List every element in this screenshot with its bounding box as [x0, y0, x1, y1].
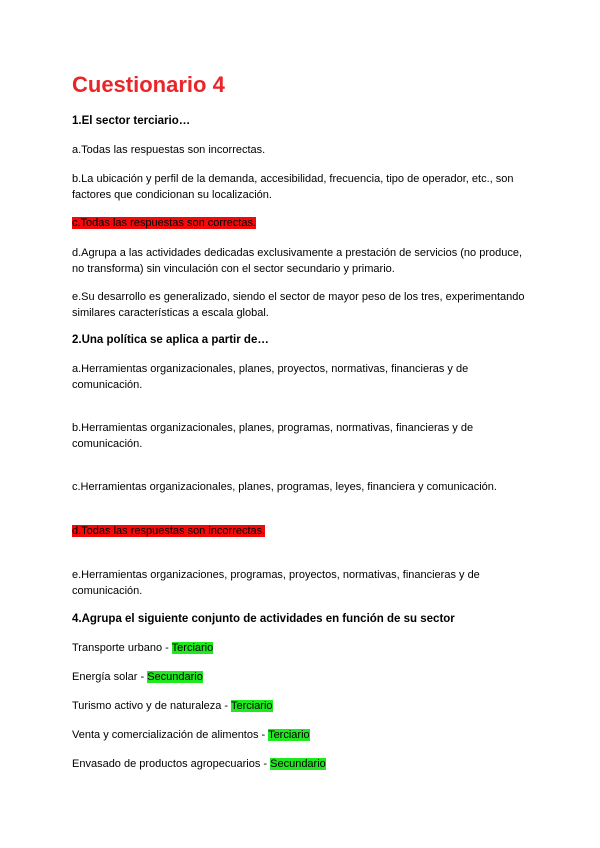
- question-2-prompt: 2.Una política se aplica a partir de…: [72, 334, 269, 346]
- question-1-option-b: [72, 172, 532, 203]
- activity-label: Energía solar -: [72, 671, 148, 683]
- correct-answer-highlight: d.Todas las respuestas son incorrectas.: [72, 525, 266, 537]
- option-text: b.Herramientas organizacionales, planes, programas, normativas, financieras y de comunicación.: [72, 422, 474, 450]
- question-1-option-d: [72, 246, 532, 277]
- match-item: [72, 699, 532, 715]
- question-2-option-a: [72, 362, 532, 393]
- option-text: a.Todas las respuestas son incorrectas.: [72, 144, 266, 156]
- correct-answer-highlight: c.Todas las respuestas son correctas.: [72, 217, 257, 229]
- sector-answer-highlight: Terciario: [171, 642, 214, 654]
- activity-label: Venta y comercialización de alimentos -: [72, 729, 269, 741]
- activity-label: Turismo activo y de naturaleza -: [72, 700, 231, 712]
- option-text: e.Herramientas organizaciones, programas, proyectos, normativas, financieras y de comunicación.: [72, 569, 480, 597]
- match-item: [72, 757, 532, 773]
- sector-answer-highlight: Terciario: [268, 729, 310, 741]
- page-title: Cuestionario 4: [72, 72, 225, 97]
- question-2-option-b: [72, 421, 532, 452]
- question-1-option-e: [72, 290, 532, 321]
- option-text: b.La ubicación y perfil de la demanda, accesibilidad, frecuencia, tipo de operador, etc., son factores que condicionan su localización.: [72, 173, 514, 201]
- option-text: e.Su desarrollo es generalizado, siendo el sector de mayor peso de los tres, experimentando similares características a escala global.: [72, 291, 525, 319]
- question-1-prompt: 1.El sector terciario…: [72, 115, 191, 127]
- sector-answer-highlight: Terciario: [230, 700, 273, 712]
- option-text: c.Herramientas organizacionales, planes, programas, leyes, financiera y comunicación.: [72, 481, 497, 493]
- question-2-option-d: [72, 524, 532, 540]
- question-1-option-a: [72, 143, 532, 159]
- match-item: [72, 641, 532, 657]
- sector-answer-highlight: Secundario: [270, 758, 326, 770]
- option-text: a.Herramientas organizacionales, planes, proyectos, normativas, financieras y de comunicación.: [72, 363, 469, 391]
- match-item: [72, 728, 532, 744]
- question-4-prompt: 4.Agrupa el siguiente conjunto de actividades en función de su sector: [72, 613, 455, 625]
- question-2-option-c: [72, 480, 532, 496]
- activity-label: Envasado de productos agropecuarios -: [72, 758, 271, 770]
- question-1-option-c: [72, 216, 532, 232]
- activity-label: Transporte urbano -: [72, 642, 172, 654]
- sector-answer-highlight: Secundario: [147, 671, 203, 683]
- question-2-option-e: [72, 568, 532, 599]
- option-text: d.Agrupa a las actividades dedicadas exclusivamente a prestación de servicios (no produce, no transforma) sin vinculación con el sector secundario y primario.: [72, 247, 523, 275]
- match-item: [72, 670, 532, 686]
